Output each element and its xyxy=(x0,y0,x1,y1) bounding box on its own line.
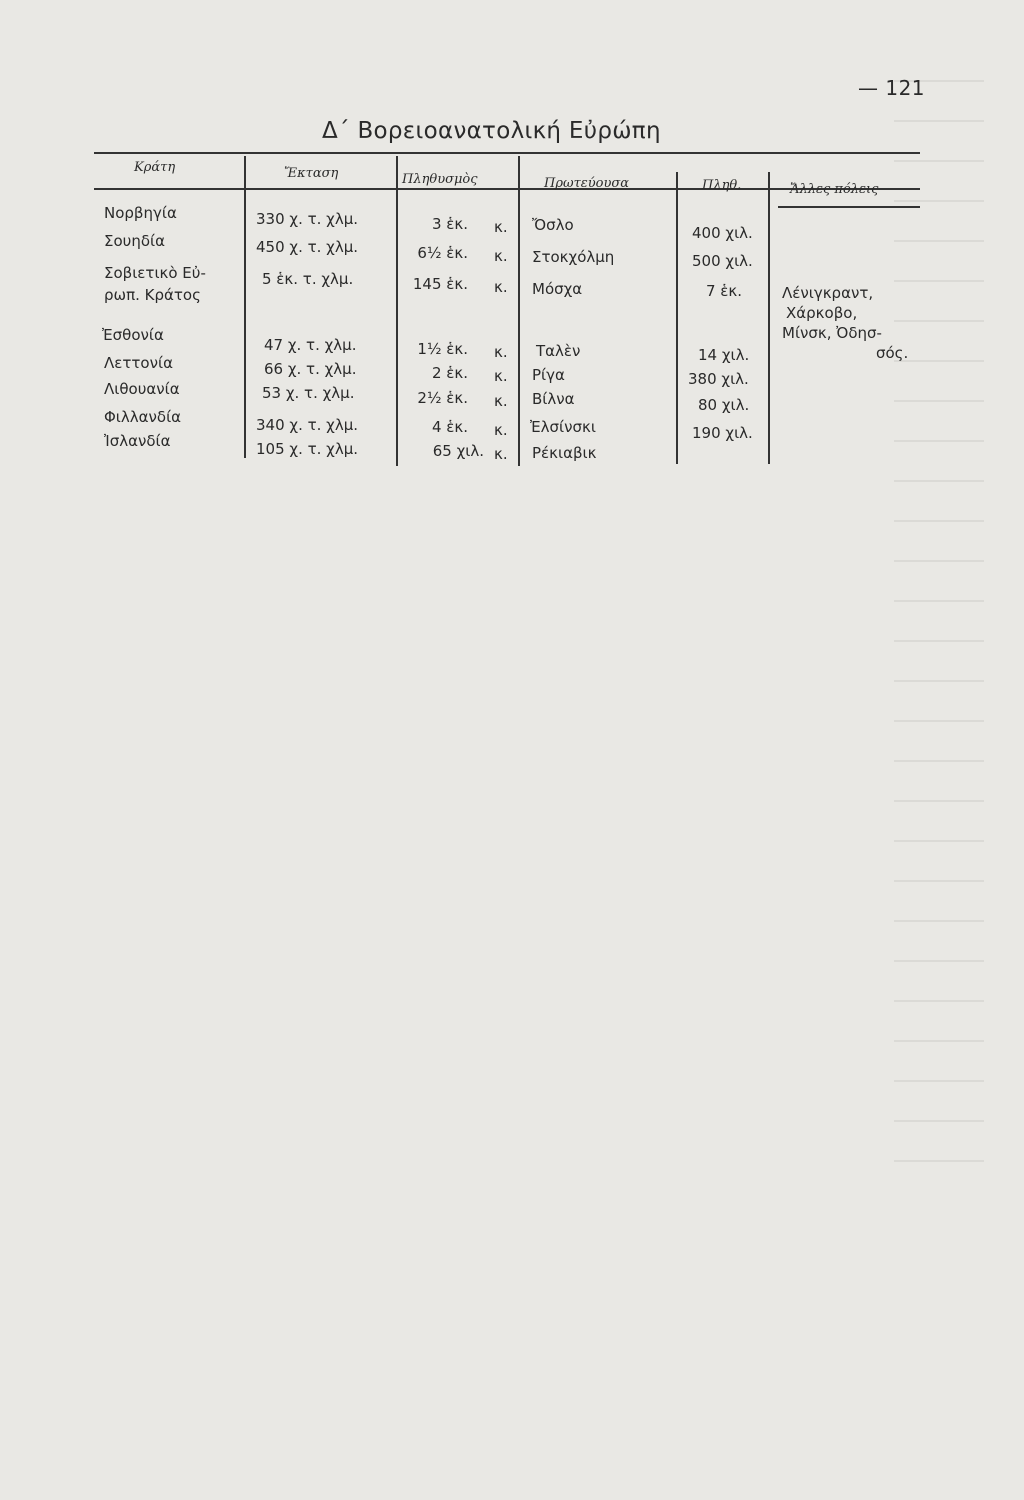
col-divider-2 xyxy=(396,156,398,466)
other-cities-line: σός. xyxy=(876,344,909,362)
other-cities-line: Λένιγκραντ, xyxy=(782,284,874,302)
page-number: — 121 xyxy=(858,76,926,100)
area-cell: 450 χ. τ. χλμ. xyxy=(256,238,359,256)
capital-cell: Ὄσλο xyxy=(532,216,574,234)
capital-cell: Ρέκιαβικ xyxy=(532,444,597,462)
population-k-cell: κ. xyxy=(494,445,508,463)
other-cities-line: Χάρκοβο, xyxy=(786,304,858,322)
state-cell: Σουηδία xyxy=(104,232,165,250)
capital-pop-cell: 7 ἑκ. xyxy=(706,282,743,300)
state-cell: Νορβηγία xyxy=(104,204,177,222)
other-cities-line: Μίνσκ, Ὀδησ- xyxy=(782,324,882,342)
header-other-cities: Ἄλλες πόλεις xyxy=(790,182,879,197)
bleed-through-texture xyxy=(894,80,984,1180)
capital-pop-cell: 190 χιλ. xyxy=(692,424,753,442)
capital-pop-cell: 380 χιλ. xyxy=(688,370,749,388)
population-cell: 2 ἑκ. xyxy=(431,364,468,382)
population-k-cell: κ. xyxy=(494,367,508,385)
header-capital: Πρωτεύουσα xyxy=(544,176,630,191)
area-cell: 330 χ. τ. χλμ. xyxy=(256,210,359,228)
capital-cell: Στοκχόλμη xyxy=(532,248,615,266)
population-k-cell: κ. xyxy=(494,218,508,236)
col-divider-5 xyxy=(768,172,770,464)
population-cell: 2½ ἑκ. xyxy=(417,389,468,407)
capital-cell: Ρίγα xyxy=(532,366,565,384)
area-cell: 47 χ. τ. χλμ. xyxy=(264,336,357,354)
col-divider-4 xyxy=(676,172,678,464)
capital-pop-cell: 500 χιλ. xyxy=(692,252,753,270)
population-cell: 6½ ἑκ. xyxy=(417,244,468,262)
population-k-cell: κ. xyxy=(494,392,508,410)
population-k-cell: κ. xyxy=(494,247,508,265)
capital-pop-cell: 400 χιλ. xyxy=(692,224,753,242)
header-bottom-rule-2 xyxy=(778,206,920,208)
capital-cell: Ἐλσίνσκι xyxy=(530,418,596,436)
col-divider-3 xyxy=(518,156,520,466)
header-capital-pop: Πληθ. xyxy=(702,178,742,193)
state-cell: Σοβιετικὸ Εὐ- xyxy=(104,264,206,282)
state-cell: Λεττονία xyxy=(104,354,173,372)
capital-cell: Ταλὲν xyxy=(536,342,581,360)
state-cell: Ἰσλανδία xyxy=(104,432,171,450)
population-cell: 1½ ἑκ. xyxy=(417,340,468,358)
population-cell: 4 ἑκ. xyxy=(431,418,468,436)
state-cell: Ἐσθονία xyxy=(102,326,164,344)
population-k-cell: κ. xyxy=(494,278,508,296)
capital-cell: Μόσχα xyxy=(532,280,583,298)
population-cell: 65 χιλ. xyxy=(432,442,484,460)
area-cell: 66 χ. τ. χλμ. xyxy=(264,360,357,378)
area-cell: 105 χ. τ. χλμ. xyxy=(256,440,359,458)
population-k-cell: κ. xyxy=(494,343,508,361)
capital-pop-cell: 14 χιλ. xyxy=(698,346,750,364)
capital-cell: Βίλνα xyxy=(532,390,575,408)
col-divider-1 xyxy=(244,156,246,458)
population-k-cell: κ. xyxy=(494,421,508,439)
table-top-rule xyxy=(94,152,920,154)
state-cell-continuation: ρωπ. Κράτος xyxy=(104,286,201,304)
capital-pop-cell: 80 χιλ. xyxy=(698,396,750,414)
section-title: Δ΄ Βορειοανατολική Εὐρώπη xyxy=(322,118,661,144)
area-cell: 53 χ. τ. χλμ. xyxy=(262,384,355,402)
state-cell: Λιθουανία xyxy=(104,380,180,398)
state-cell: Φιλλανδία xyxy=(104,408,182,426)
population-cell: 3 ἑκ. xyxy=(431,215,468,233)
population-cell: 145 ἑκ. xyxy=(412,275,468,293)
area-cell: 340 χ. τ. χλμ. xyxy=(256,416,359,434)
header-population: Πληθυσμὸς xyxy=(402,172,478,187)
header-states: Κράτη xyxy=(134,160,176,175)
area-cell: 5 ἑκ. τ. χλμ. xyxy=(262,270,354,288)
header-area: Ἔκταση xyxy=(284,166,339,181)
